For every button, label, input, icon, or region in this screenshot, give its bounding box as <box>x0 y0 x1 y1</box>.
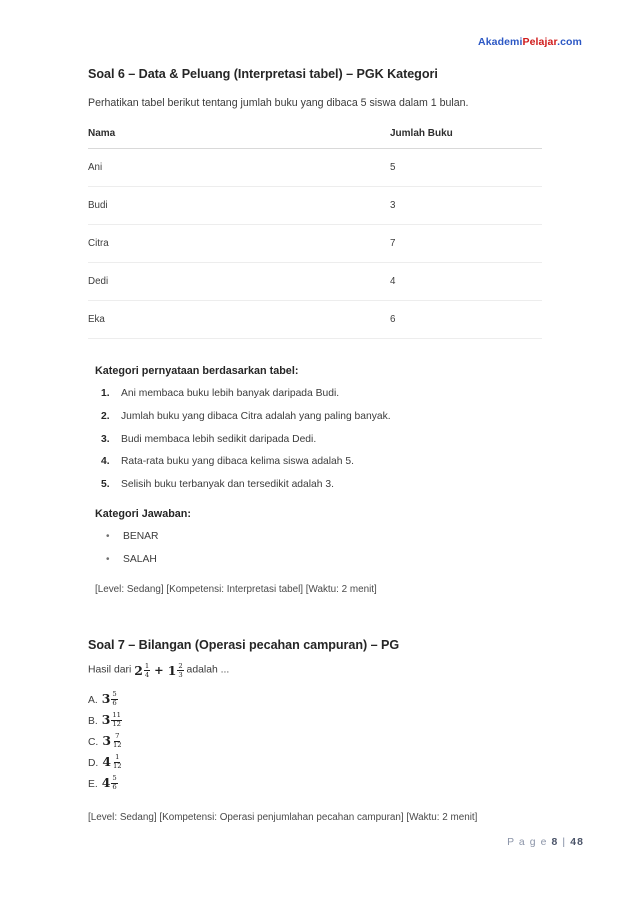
list-item: Jumlah buku yang dibaca Citra adalah yang paling banyak. <box>121 410 391 422</box>
statements-list <box>95 387 548 492</box>
fraction-numerator: 5 <box>112 690 117 699</box>
mixed-whole: 3 <box>101 691 111 707</box>
mixed-whole-1: 2 <box>134 662 143 678</box>
table-header-row <box>88 128 542 149</box>
soal-7-metadata: [Level: Sedang] [Kompetensi: Operasi penjumlahan pecahan campuran] [Waktu: 2 menit] <box>88 812 478 824</box>
brand-pelajar-text: Pelajar <box>522 36 558 48</box>
soal-6-metadata: [Level: Sedang] [Kompetensi: Interpretasi tabel] [Waktu: 2 menit] <box>95 583 377 595</box>
option-value <box>102 754 122 770</box>
table-cell-jumlah: 5 <box>390 148 542 186</box>
option-b <box>88 712 548 728</box>
table-row <box>88 262 542 300</box>
option-letter: C. <box>88 737 99 749</box>
fraction <box>112 733 123 749</box>
table-cell-jumlah: 3 <box>390 186 542 224</box>
mixed-whole: 4 <box>101 775 111 791</box>
option-value <box>102 733 122 749</box>
fraction-numerator: 11 <box>112 711 122 720</box>
option-d <box>88 754 548 770</box>
list-item: Ani membaca buku lebih banyak daripada Budi. <box>121 387 340 399</box>
multiple-choice-options <box>88 691 548 791</box>
footer-page-label: P a g e <box>507 837 548 848</box>
option-a <box>88 691 548 707</box>
option-letter: E. <box>88 779 98 791</box>
book-count-table <box>88 128 542 339</box>
soal-7-title: Soal 7 – Bilangan (Operasi pecahan campuran) – PG <box>88 637 400 652</box>
table-row <box>88 186 542 224</box>
option-c <box>88 733 548 749</box>
table-cell-nama: Dedi <box>88 262 390 300</box>
fraction-denominator: 3 <box>178 670 183 679</box>
list-item: Selisih buku terbanyak dan tersedikit adalah 3. <box>121 479 334 491</box>
question-prefix-text: Hasil dari <box>88 664 132 676</box>
list-item: Rata-rata buku yang dibaca kelima siswa adalah 5. <box>121 456 354 468</box>
mixed-whole: 3 <box>101 712 111 728</box>
table-row <box>88 224 542 262</box>
fraction-numerator: 2 <box>178 661 183 670</box>
fraction-1 <box>144 663 150 679</box>
fraction <box>112 754 123 770</box>
fraction-denominator: 4 <box>144 670 150 679</box>
mixed-whole-2: 1 <box>167 662 177 678</box>
table-header-jumlah-buku: Jumlah Buku <box>390 128 542 149</box>
option-value <box>102 775 118 791</box>
fraction-numerator: 7 <box>115 732 120 741</box>
site-brand-logo <box>478 36 582 48</box>
list-item: • SALAH <box>123 553 548 567</box>
statements-heading: Kategori pernyataan berdasarkan tabel: <box>95 364 299 377</box>
fraction-denominator: 12 <box>112 762 122 771</box>
footer-page-number: 8 <box>551 837 559 848</box>
page-footer <box>0 837 584 848</box>
table-header-nama: Nama <box>88 128 390 149</box>
soal-7-question <box>88 662 548 679</box>
option-value <box>102 691 118 707</box>
answers-heading: Kategori Jawaban: <box>95 508 191 521</box>
answer-choices-list <box>95 530 548 567</box>
mixed-whole: 4 <box>102 754 111 770</box>
fraction-numerator: 1 <box>115 753 120 762</box>
table-cell-jumlah: 6 <box>390 300 542 338</box>
soal-7-block <box>88 637 548 825</box>
table-row <box>88 148 542 186</box>
option-letter: B. <box>88 716 98 728</box>
fraction-numerator: 5 <box>112 774 117 783</box>
soal-6-intro: Perhatikan tabel berikut tentang jumlah buku yang dibaca 5 siswa dalam 1 bulan. <box>88 97 469 110</box>
fraction <box>111 691 117 707</box>
table-cell-nama: Citra <box>88 224 390 262</box>
footer-total-pages: 48 <box>570 837 584 848</box>
option-e <box>88 775 548 791</box>
math-operator: + <box>154 663 164 678</box>
fraction-denominator: 12 <box>112 720 122 729</box>
soal-6-block <box>88 66 548 597</box>
fraction <box>111 712 122 728</box>
fraction-denominator: 12 <box>112 741 122 750</box>
fraction-numerator: 1 <box>144 661 150 670</box>
list-item: Budi membaca lebih sedikit daripada Dedi. <box>121 433 317 445</box>
table-cell-nama: Budi <box>88 186 390 224</box>
list-item: • BENAR <box>123 530 548 544</box>
brand-domain-text: .com <box>557 36 582 48</box>
mixed-whole: 3 <box>102 733 111 749</box>
table-cell-jumlah: 4 <box>390 262 542 300</box>
table-cell-jumlah: 7 <box>390 224 542 262</box>
table-cell-nama: Ani <box>88 148 390 186</box>
soal-6-title: Soal 6 – Data & Peluang (Interpretasi tabel) – PGK Kategori <box>88 67 438 81</box>
question-suffix-text: adalah ... <box>186 664 230 676</box>
brand-akademi-text: Akademi <box>478 36 523 48</box>
table-row <box>88 300 542 338</box>
option-letter: A. <box>88 695 98 707</box>
option-letter: D. <box>88 758 99 770</box>
fraction-denominator: 6 <box>112 783 117 792</box>
table-cell-nama: Eka <box>88 300 390 338</box>
soal-6-statements-section <box>95 365 548 597</box>
option-value <box>102 712 122 728</box>
fraction-denominator: 6 <box>112 699 117 708</box>
document-content <box>88 66 548 825</box>
math-expression <box>134 662 183 679</box>
fraction <box>111 775 117 791</box>
footer-separator: | <box>562 837 567 848</box>
fraction-2 <box>177 663 183 679</box>
